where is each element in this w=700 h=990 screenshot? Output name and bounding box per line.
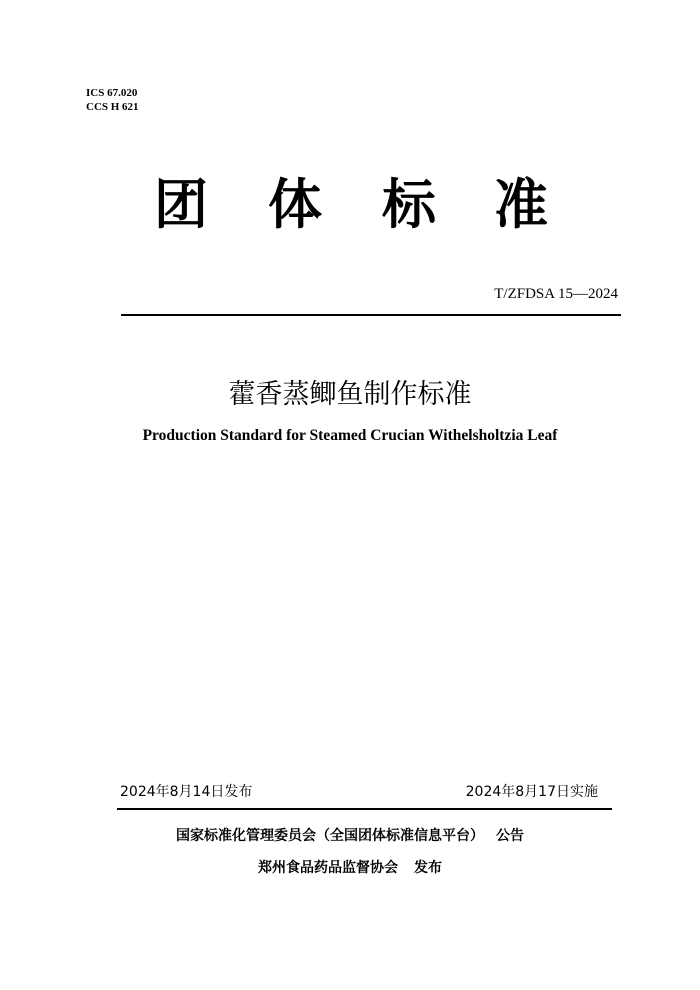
publish-date: 2024年8月14日发布 xyxy=(120,784,253,800)
bottom-divider xyxy=(117,808,612,810)
issuing-action: 发布 xyxy=(414,860,442,876)
heading-char-2: 体 xyxy=(268,173,322,236)
chinese-title: 藿香蒸鲫鱼制作标准 xyxy=(228,379,472,410)
ics-code: ICS 67.020 xyxy=(86,87,138,99)
english-title: Production Standard for Steamed Crucian Withelsholtzia Leaf xyxy=(142,427,558,444)
announcing-body xyxy=(0,826,700,846)
ccs-code: CCS H 621 xyxy=(86,101,139,113)
announcing-action: 公告 xyxy=(496,828,524,844)
issuing-body xyxy=(0,858,700,878)
classification-codes xyxy=(86,86,139,114)
standard-type-heading xyxy=(0,170,700,240)
announcing-org: 国家标准化管理委员会（全国团体标准信息平台） xyxy=(176,828,484,844)
heading-char-1: 团 xyxy=(154,173,208,236)
issuing-org: 郑州食品药品监督协会 xyxy=(258,860,398,876)
top-divider xyxy=(121,314,621,316)
effective-date: 2024年8月17日实施 xyxy=(465,784,598,800)
heading-char-4: 准 xyxy=(494,173,548,236)
standard-number: T/ZFDSA 15—2024 xyxy=(494,286,618,302)
heading-char-3: 标 xyxy=(382,173,436,236)
